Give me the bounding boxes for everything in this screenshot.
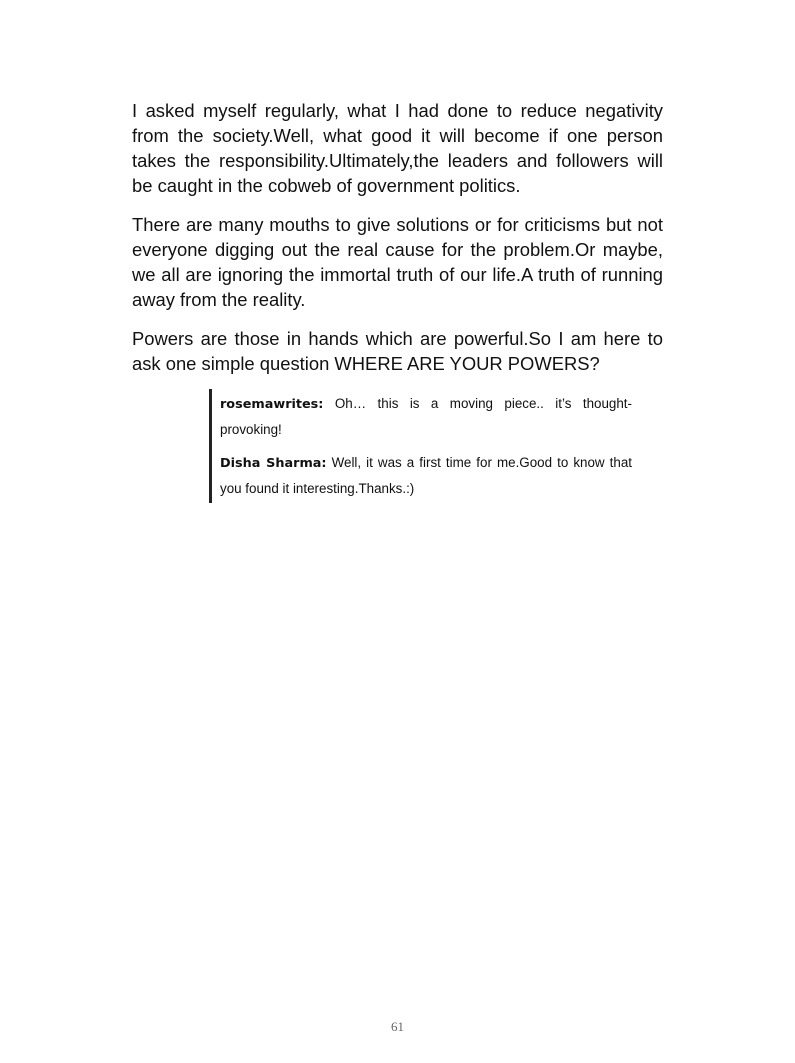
comment-author: Disha Sharma: [220, 456, 327, 471]
page-number: 61 [391, 1019, 404, 1034]
comment-2 [220, 450, 632, 501]
paragraph-2: There are many mouths to give solutions or for criticisms but not everyone digging out the real cause for the problem.Or maybe, we all are ignoring the immortal truth of our life.A truth of running away from the reality. [132, 214, 663, 310]
body-text [132, 98, 663, 390]
comment-1 [220, 391, 632, 442]
comments-block [209, 389, 632, 503]
paragraph-3: Powers are those in hands which are powerful.So I am here to ask one simple question WHERE ARE YOUR POWERS? [132, 328, 663, 374]
comment-text: Oh… this is a moving piece.. it’s thought-provoking! [220, 396, 632, 437]
comment-text: Well, it was a first time for me.Good to know that you found it interesting.Thanks.:) [220, 455, 632, 496]
comment-author: rosemawrites: [220, 397, 324, 412]
paragraph-1: I asked myself regularly, what I had done to reduce negativity from the society.Well, what good it will become if one person takes the responsibility.Ultimately,the leaders and followers will be caught in the cobweb of government politics. [132, 100, 663, 196]
